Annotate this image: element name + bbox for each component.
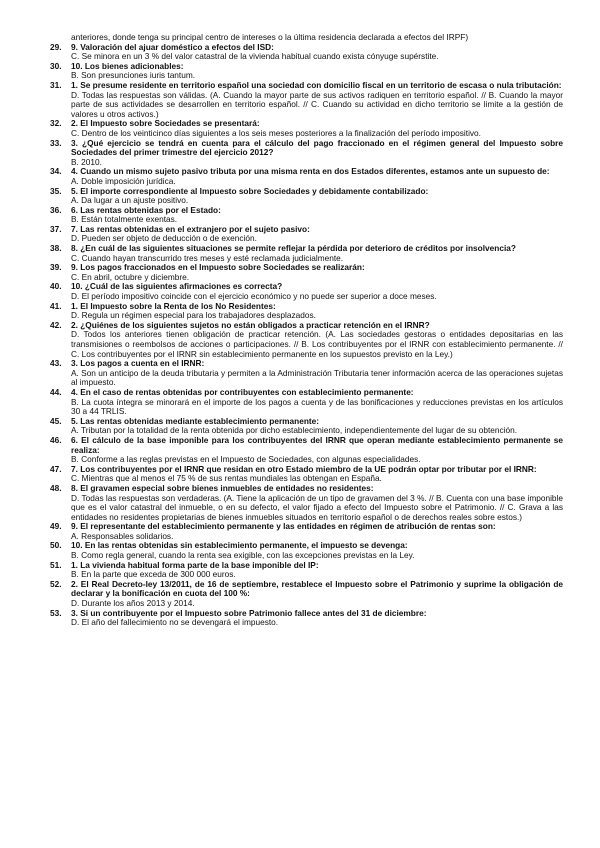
item-number: 51.: [50, 559, 62, 570]
list-item: [0, 321, 600, 359]
item-body: [71, 225, 563, 244]
item-body: [71, 119, 563, 138]
item-number: 29.: [50, 41, 62, 52]
question-text: 6. El cálculo de la base imponible para los contribuyentes del IRNR que operan mediante establecimiento permanente se realiza:: [71, 434, 563, 455]
list-item: [0, 465, 600, 484]
item-body: [71, 465, 563, 484]
question-text: 8. ¿En cuál de las siguientes situaciones se permite reflejar la pérdida por deterioro de créditos por insolvencia?: [71, 243, 516, 254]
item-number: 52.: [50, 578, 62, 589]
item-number: 37.: [50, 223, 62, 234]
answer-text: A. Tributan por la totalidad de la renta obtenida por dicho establecimiento, independientemente del lugar de su obtención.: [71, 425, 518, 436]
list-item: [0, 561, 600, 580]
list-item: [0, 244, 600, 263]
answer-text: D. Todas las respuestas son válidas. (A. Cuando la mayor parte de sus activos radiquen en territorio español. // B. Cuando la mayor parte de sus actividades se desarrollen en territorio español. // C. Cuando su actividad en dicho territorio se limite a la gestión de valores u otros activos.): [71, 89, 563, 119]
question-text: 3. ¿Qué ejercicio se tendrá en cuenta para el cálculo del pago fraccionado en el régimen general del Impuesto sobre Sociedades del primer trimestre del ejercicio 2012?: [71, 137, 563, 158]
question-text: 3. Si un contribuyente por el Impuesto sobre Patrimonio fallece antes del 31 de diciembre:: [71, 607, 427, 618]
item-body: [71, 541, 563, 560]
list-item: [0, 263, 600, 282]
question-text: 6. Las rentas obtenidas por el Estado:: [71, 204, 221, 215]
answer-text: D. Todos los anteriores tienen obligación de practicar retención. (A. Las sociedades gestoras o entidades depositarias en las transmisiones o reembolsos de acciones o participaciones. // B. Los contribuyentes por el IRNR con establecimiento permanente. // C. Los contribuyentes por el IRNR sin establecimiento permanente en los supuestos previsto en la Ley.): [71, 329, 563, 359]
item-body: [71, 62, 563, 81]
answer-text: B. Están totalmente exentas.: [71, 214, 178, 225]
list-item: [0, 522, 600, 541]
item-body: [71, 359, 563, 388]
answer-text: B. Conforme a las reglas previstas en el Impuesto de Sociedades, con algunas especialidades.: [71, 454, 421, 465]
item-body: [71, 321, 563, 359]
item-number: 43.: [50, 358, 62, 369]
answer-text: C. Se minora en un 3 % del valor catastral de la vivienda habitual cuando exista cónyuge supérstite.: [71, 51, 439, 62]
item-body: [71, 263, 563, 282]
answer-text: D. Todas las respuestas son verdaderas. (A. Tiene la aplicación de un tipo de gravamen del 3 %. // B. Cuenta con una base imponible que es el valor catastral del inmueble, o en su defecto, el valor fijado a efecto del Impuesto sobre el Patrimonio. // C. Grava a las entidades no residentes propietarias de bienes inmuebles situados en territorio español o de derechos reales sobre estos.): [71, 492, 563, 522]
question-text: 10. Los bienes adicionables:: [71, 60, 184, 71]
answer-text: D. El período impositivo coincide con el ejercicio económico y no puede ser superior a doce meses.: [71, 291, 437, 302]
item-number: 34.: [50, 166, 62, 177]
item-number: 42.: [50, 319, 62, 330]
list-item: [0, 417, 600, 436]
list-item: [0, 139, 600, 168]
answer-text: B. 2010.: [71, 156, 102, 167]
question-text: 3. Los pagos a cuenta en el IRNR:: [71, 358, 205, 369]
answer-text: D. Pueden ser objeto de deducción o de exención.: [71, 233, 257, 244]
list-item: [0, 484, 600, 522]
item-number: 48.: [50, 482, 62, 493]
question-text: 2. ¿Quiénes de los siguientes sujetos no están obligados a practicar retención en el IRNR?: [71, 319, 430, 330]
item-number: 32.: [50, 118, 62, 129]
item-number: 39.: [50, 262, 62, 273]
item-number: 35.: [50, 185, 62, 196]
question-text: 8. El gravamen especial sobre bienes inmuebles de entidades no residentes:: [71, 482, 374, 493]
item-number: 30.: [50, 60, 62, 71]
question-text: 5. Las rentas obtenidas mediante establecimiento permanente:: [71, 415, 320, 426]
list-item: [0, 43, 600, 62]
answer-text: A. Responsables solidarios.: [71, 530, 174, 541]
item-body: [71, 484, 563, 522]
item-body: [71, 244, 563, 263]
item-number: 46.: [50, 434, 62, 445]
question-text: 9. Valoración del ajuar doméstico a efectos del ISD:: [71, 41, 274, 52]
list-item: [0, 282, 600, 301]
item-body: [71, 206, 563, 225]
answer-text: B. Son presunciones iuris tantum.: [71, 70, 196, 81]
item-body: [71, 609, 563, 628]
question-text: 2. El Impuesto sobre Sociedades se presentará:: [71, 118, 260, 129]
answer-text: C. En abril, octubre y diciembre.: [71, 271, 190, 282]
item-number: 31.: [50, 79, 62, 90]
question-text: 4. En el caso de rentas obtenidas por contribuyentes con establecimiento permanente:: [71, 386, 414, 397]
item-number: 33.: [50, 137, 62, 148]
list-item: [0, 206, 600, 225]
item-number: 44.: [50, 386, 62, 397]
list-item: [0, 62, 600, 81]
question-text: 10. ¿Cuál de las siguientes afirmaciones es correcta?: [71, 281, 283, 292]
item-number: 40.: [50, 281, 62, 292]
answer-text: B. En la parte que exceda de 300 000 euros.: [71, 569, 236, 580]
answer-text: B. Como regla general, cuando la renta sea exigible, con las excepciones previstas en la Ley.: [71, 550, 415, 561]
item-number: 49.: [50, 521, 62, 532]
item-number: 45.: [50, 415, 62, 426]
item-body: [71, 417, 563, 436]
answer-text: A. Doble imposición jurídica.: [71, 175, 176, 186]
question-text: 10. En las rentas obtenidas sin establecimiento permanente, el impuesto se devenga:: [71, 540, 408, 551]
item-body: [71, 187, 563, 206]
list-item: [0, 609, 600, 628]
question-text: 5. El importe correspondiente al Impuesto sobre Sociedades y debidamente contabilizado:: [71, 185, 429, 196]
answer-text: D. El año del fallecimiento no se devengará el impuesto.: [71, 617, 279, 628]
answer-text: D. Durante los años 2013 y 2014.: [71, 598, 195, 609]
question-text: 2. El Real Decreto-ley 13/2011, de 16 de septiembre, restablece el Impuesto sobre el Patrimonio y suprime la obligación de declarar y la bonificación en cuota del 100 %:: [71, 578, 563, 599]
question-text: 1. El Impuesto sobre la Renta de los No Residentes:: [71, 300, 276, 311]
document-page: [0, 33, 600, 628]
item-body: [71, 167, 563, 186]
question-list: [0, 43, 600, 628]
answer-text: C. Mientras que al menos el 75 % de sus rentas mundiales las obtengan en España.: [71, 473, 382, 484]
item-body: [71, 81, 563, 119]
answer-text: A. Son un anticipo de la deuda tributaria y permiten a la Administración Tributaria tener información acerca de las operaciones sujetas al impuesto.: [71, 367, 563, 388]
item-body: [71, 522, 563, 541]
list-item: [0, 302, 600, 321]
list-item: [0, 225, 600, 244]
continuation-text: anteriores, donde tenga su principal centro de intereses o la última residencia declarada a efectos del IRPF): [71, 32, 469, 42]
item-body: [71, 139, 563, 168]
item-number: 47.: [50, 463, 62, 474]
item-number: 38.: [50, 243, 62, 254]
list-item: [0, 119, 600, 138]
list-item: [0, 81, 600, 119]
list-item: [0, 436, 600, 465]
list-item: [0, 580, 600, 609]
question-text: 1. Se presume residente en territorio español una sociedad con domicilio fiscal en un territorio de escasa o nula tributación:: [71, 79, 562, 90]
item-body: [71, 580, 563, 609]
item-body: [71, 436, 563, 465]
answer-text: D. Regula un régimen especial para los trabajadores desplazados.: [71, 310, 316, 321]
question-text: 7. Los contribuyentes por el IRNR que residan en otro Estado miembro de la UE podrán optar por tributar por el IRNR:: [71, 463, 537, 474]
item-body: [71, 302, 563, 321]
answer-text: C. Cuando hayan transcurrido tres meses y esté reclamada judicialmente.: [71, 252, 344, 263]
item-body: [71, 561, 563, 580]
question-text: 7. Las rentas obtenidas en el extranjero por el sujeto pasivo:: [71, 223, 310, 234]
question-text: 1. La vivienda habitual forma parte de la base imponible del IP:: [71, 559, 319, 570]
question-text: 4. Cuando un mismo sujeto pasivo tributa por una misma renta en dos Estados diferentes, estamos ante un supuesto de:: [71, 166, 550, 177]
item-body: [71, 282, 563, 301]
item-body: [71, 43, 563, 62]
item-number: 36.: [50, 204, 62, 215]
question-text: 9. Los pagos fraccionados en el Impuesto sobre Sociedades se realizarán:: [71, 262, 365, 273]
list-item: [0, 167, 600, 186]
list-item: [0, 187, 600, 206]
item-body: [71, 388, 563, 417]
item-number: 53.: [50, 607, 62, 618]
item-number: 50.: [50, 540, 62, 551]
answer-text: B. La cuota íntegra se minorará en el importe de los pagos a cuenta y de las bonificaciones y reducciones previstas en los artículos 30 a 44 TRLIS.: [71, 396, 563, 417]
list-item: [0, 388, 600, 417]
list-item: [0, 359, 600, 388]
question-text: 9. El representante del establecimiento permanente y las entidades en régimen de atribución de rentas son:: [71, 521, 496, 532]
answer-text: C. Dentro de los veinticinco días siguientes a los seis meses posteriores a la finalización del período impositivo.: [71, 127, 481, 138]
answer-text: A. Da lugar a un ajuste positivo.: [71, 195, 189, 206]
list-item: [0, 541, 600, 560]
item-number: 41.: [50, 300, 62, 311]
